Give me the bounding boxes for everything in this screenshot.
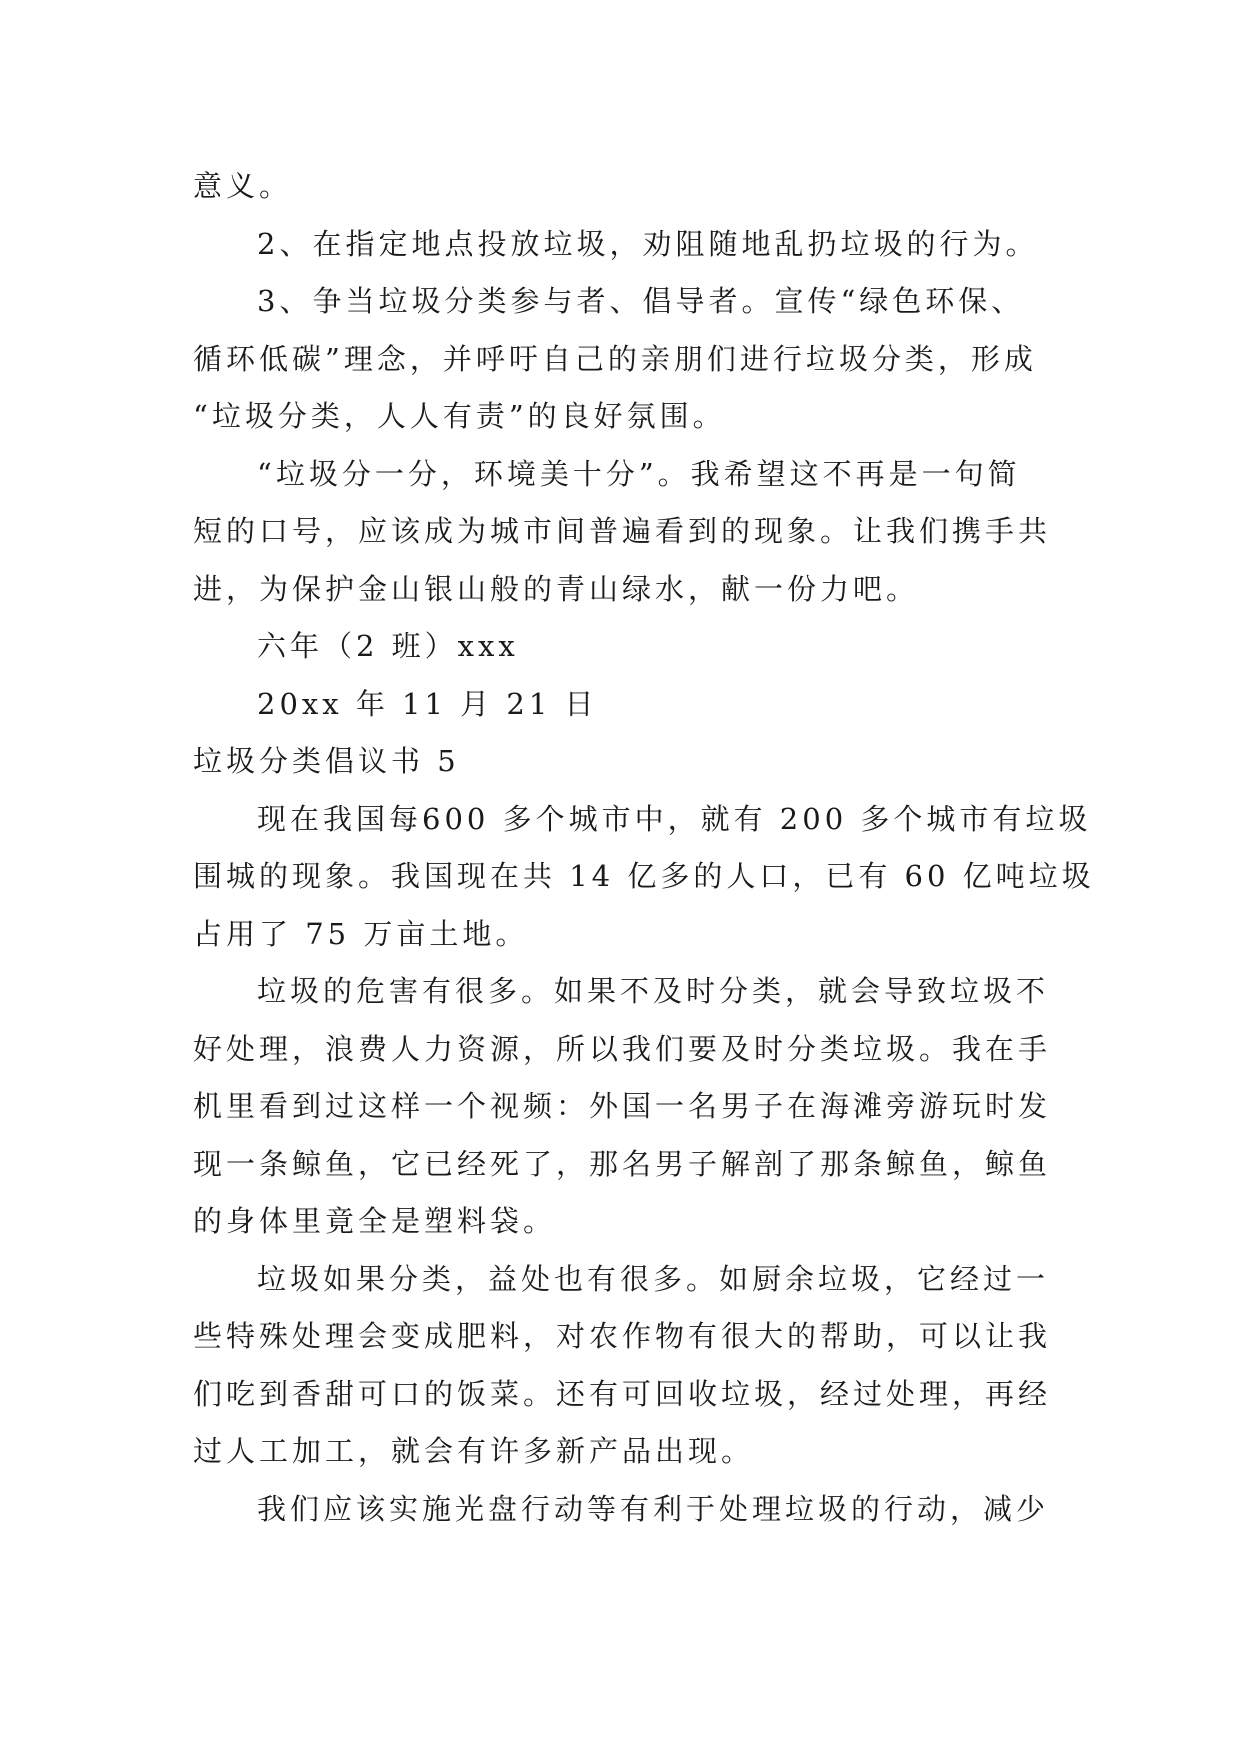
text-line: 循环低碳”理念，并呼吁自己的亲朋们进行垃圾分类，形成 — [193, 341, 1037, 376]
paragraph-item-2 — [193, 216, 1053, 274]
text-line: 进，为保护金山银山般的青山绿水，献一份力吧。 — [193, 571, 920, 606]
text-line: 垃圾分类倡议书 5 — [193, 744, 460, 778]
text-line: “垃圾分类，人人有责”的良好氛围。 — [193, 399, 726, 433]
text-line: 垃圾如果分类，益处也有很多。如厨余垃圾，它经过一 — [257, 1261, 1050, 1296]
text-line: 机里看到过这样一个视频：外国一名男子在海滩旁游玩时发 — [193, 1089, 1052, 1123]
text-line: 围城的现象。我国现在共 14 亿多的人口，已有 60 亿吨垃圾 — [193, 859, 1095, 893]
signature-date — [193, 676, 1053, 734]
text-line: 们吃到香甜可口的饭菜。还有可回收垃圾，经过处理，再经 — [193, 1376, 1052, 1411]
text-line: 占用了 75 万亩土地。 — [193, 916, 529, 951]
signature-author — [193, 618, 1053, 676]
text-line: 好处理，浪费人力资源，所以我们要及时分类垃圾。我在手 — [193, 1031, 1052, 1066]
text-line: “垃圾分一分，环境美十分”。我希望这不再是一句简 — [257, 456, 1021, 491]
paragraph-benefits — [193, 1251, 1053, 1481]
paragraph-statistics — [193, 791, 1095, 964]
text-line: 些特殊处理会变成肥料，对农作物有很大的帮助，可以让我 — [193, 1319, 1052, 1353]
document-body — [193, 158, 1095, 1538]
paragraph-item-3 — [193, 273, 1053, 446]
text-line: 现一条鲸鱼，它已经死了，那名男子解剖了那条鲸鱼，鲸鱼 — [193, 1146, 1052, 1181]
text-line: 短的口号，应该成为城市间普遍看到的现象。让我们携手共 — [193, 514, 1052, 548]
text-line: 我们应该实施光盘行动等有利于处理垃圾的行动，减少 — [257, 1491, 1050, 1526]
paragraph-continuation — [193, 158, 1053, 216]
text-line: 过人工加工，就会有许多新产品出现。 — [193, 1434, 755, 1468]
text-line: 2、在指定地点投放垃圾，劝阻随地乱扔垃圾的行为。 — [257, 226, 1039, 261]
paragraph-action — [193, 1481, 1053, 1539]
paragraph-harm — [193, 963, 1053, 1251]
text-line: 意义。 — [193, 169, 293, 203]
text-line: 六年（2 班）xxx — [257, 629, 519, 663]
section-title — [193, 733, 1053, 791]
text-line: 现在我国每600 多个城市中，就有 200 多个城市有垃圾 — [257, 801, 1092, 836]
text-line: 的身体里竟全是塑料袋。 — [193, 1204, 557, 1238]
text-line: 3、争当垃圾分类参与者、倡导者。宣传“绿色环保、 — [257, 284, 1025, 318]
text-line: 20xx 年 11 月 21 日 — [257, 686, 598, 721]
paragraph-slogan — [193, 446, 1053, 619]
text-line: 垃圾的危害有很多。如果不及时分类，就会导致垃圾不 — [257, 974, 1050, 1008]
